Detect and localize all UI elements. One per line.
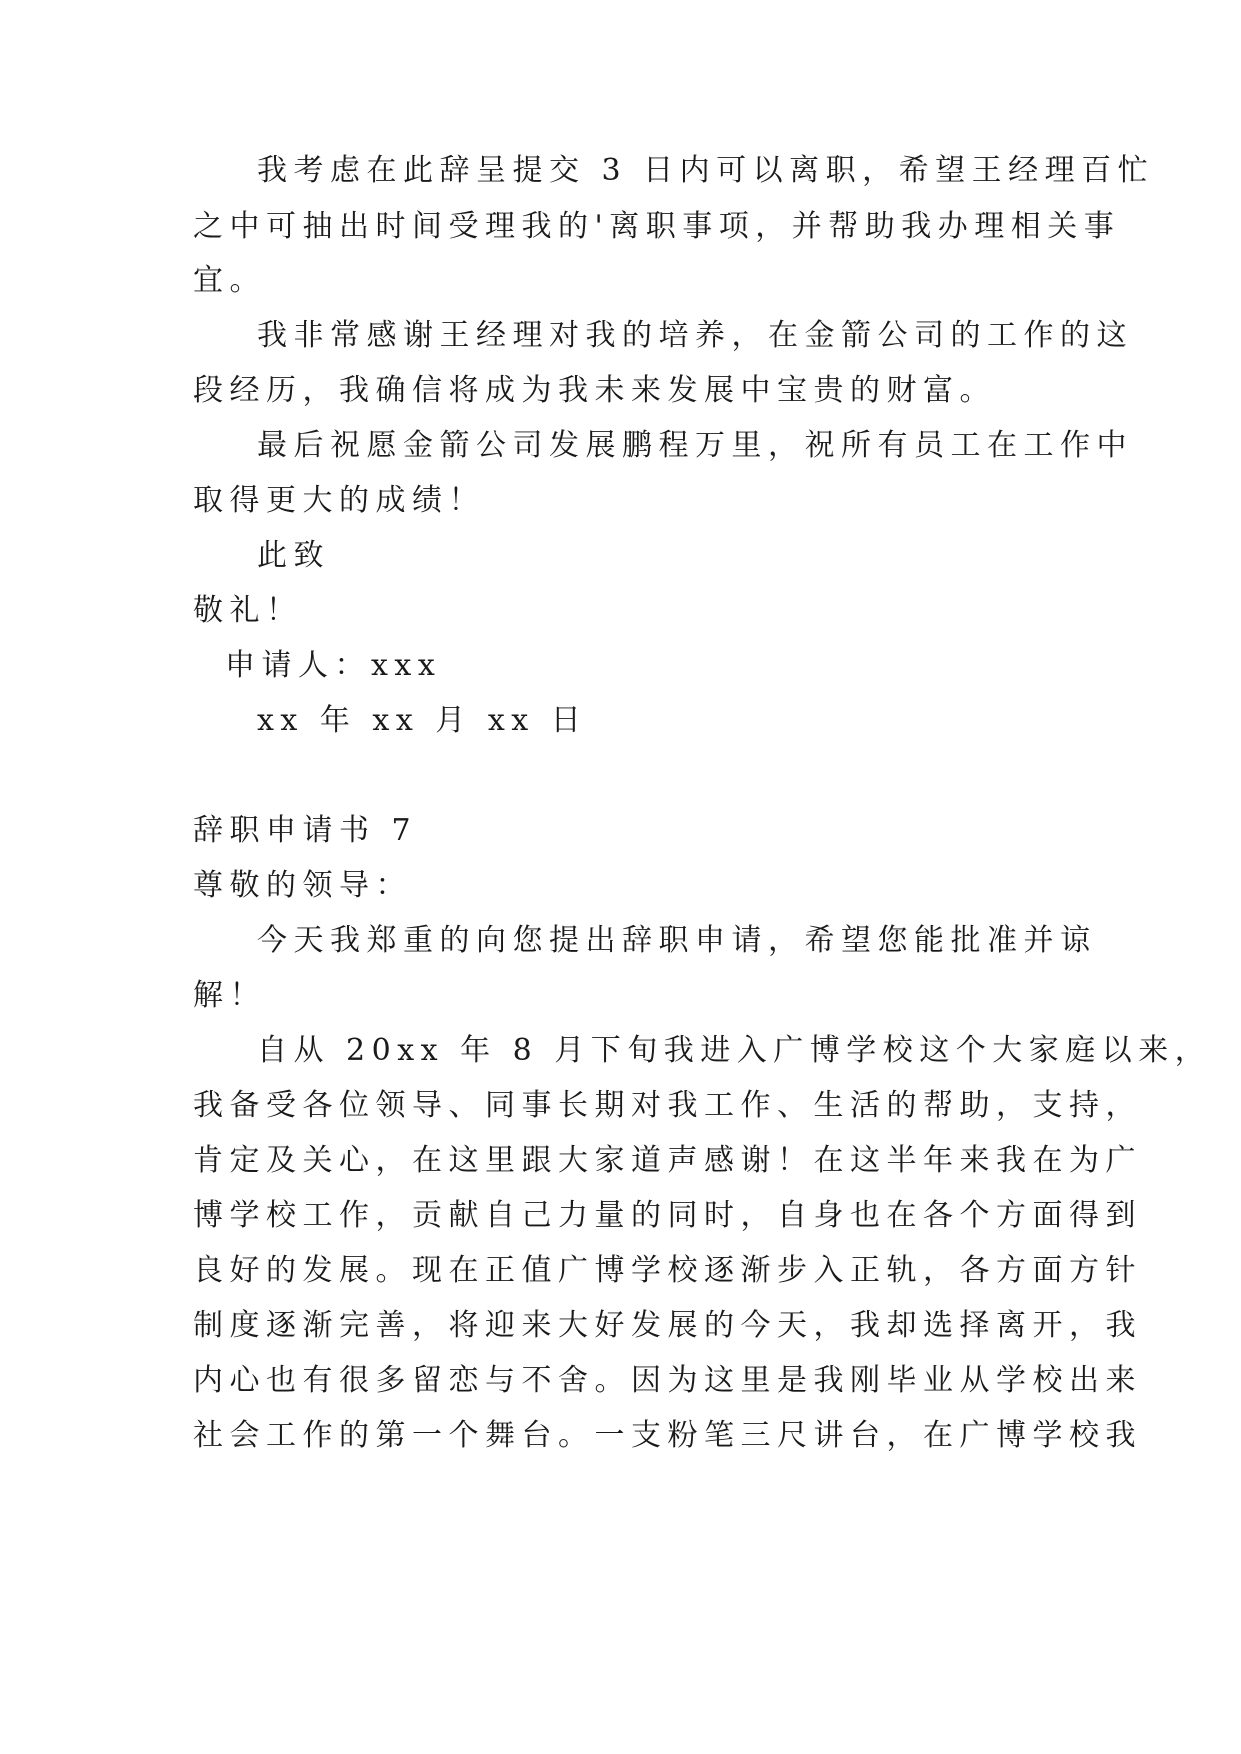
- paragraph-line: 最后祝愿金箭公司发展鹏程万里，祝所有员工在工作中: [257, 428, 1133, 463]
- paragraph-line: 我备受各位领导、同事长期对我工作、生活的帮助，支持，: [193, 1088, 1142, 1123]
- paragraph-line: 内心也有很多留恋与不舍。因为这里是我刚毕业从学校出来: [193, 1363, 1142, 1398]
- closing-salutation: 此致: [257, 538, 330, 573]
- paragraph-line: 取得更大的成绩！: [193, 483, 485, 518]
- paragraph-line: 今天我郑重的向您提出辞职申请，希望您能批准并谅: [257, 923, 1097, 958]
- paragraph-line: 博学校工作，贡献自己力量的同时，自身也在各个方面得到: [193, 1198, 1142, 1233]
- applicant-signature: 申请人：xxx: [225, 648, 442, 683]
- letter-date: xx 年 xx 月 xx 日: [257, 703, 588, 738]
- paragraph-line: 段经历，我确信将成为我未来发展中宝贵的财富。: [193, 373, 996, 408]
- paragraph-line: 良好的发展。现在正值广博学校逐渐步入正轨，各方面方针: [193, 1253, 1142, 1288]
- paragraph-line: 肯定及关心，在这里跟大家道声感谢！在这半年来我在为广: [193, 1143, 1142, 1178]
- paragraph-line: 解！: [193, 978, 266, 1013]
- letter-title: 辞职申请书 7: [193, 813, 418, 848]
- paragraph-line: 社会工作的第一个舞台。一支粉笔三尺讲台，在广博学校我: [193, 1418, 1142, 1453]
- closing-regards: 敬礼！: [193, 593, 303, 628]
- salutation: 尊敬的领导：: [193, 868, 412, 903]
- paragraph-line: 自从 20xx 年 8 月下旬我进入广博学校这个大家庭以来，: [257, 1033, 1212, 1068]
- paragraph-line: 制度逐渐完善，将迎来大好发展的今天，我却选择离开，我: [193, 1308, 1142, 1343]
- paragraph-line: 我非常感谢王经理对我的培养，在金箭公司的工作的这: [257, 318, 1133, 353]
- paragraph-line: 我考虑在此辞呈提交 3 日内可以离职，希望王经理百忙: [257, 153, 1155, 188]
- paragraph-line: 宜。: [193, 263, 266, 298]
- paragraph-line: 之中可抽出时间受理我的'离职事项，并帮助我办理相关事: [193, 209, 1121, 244]
